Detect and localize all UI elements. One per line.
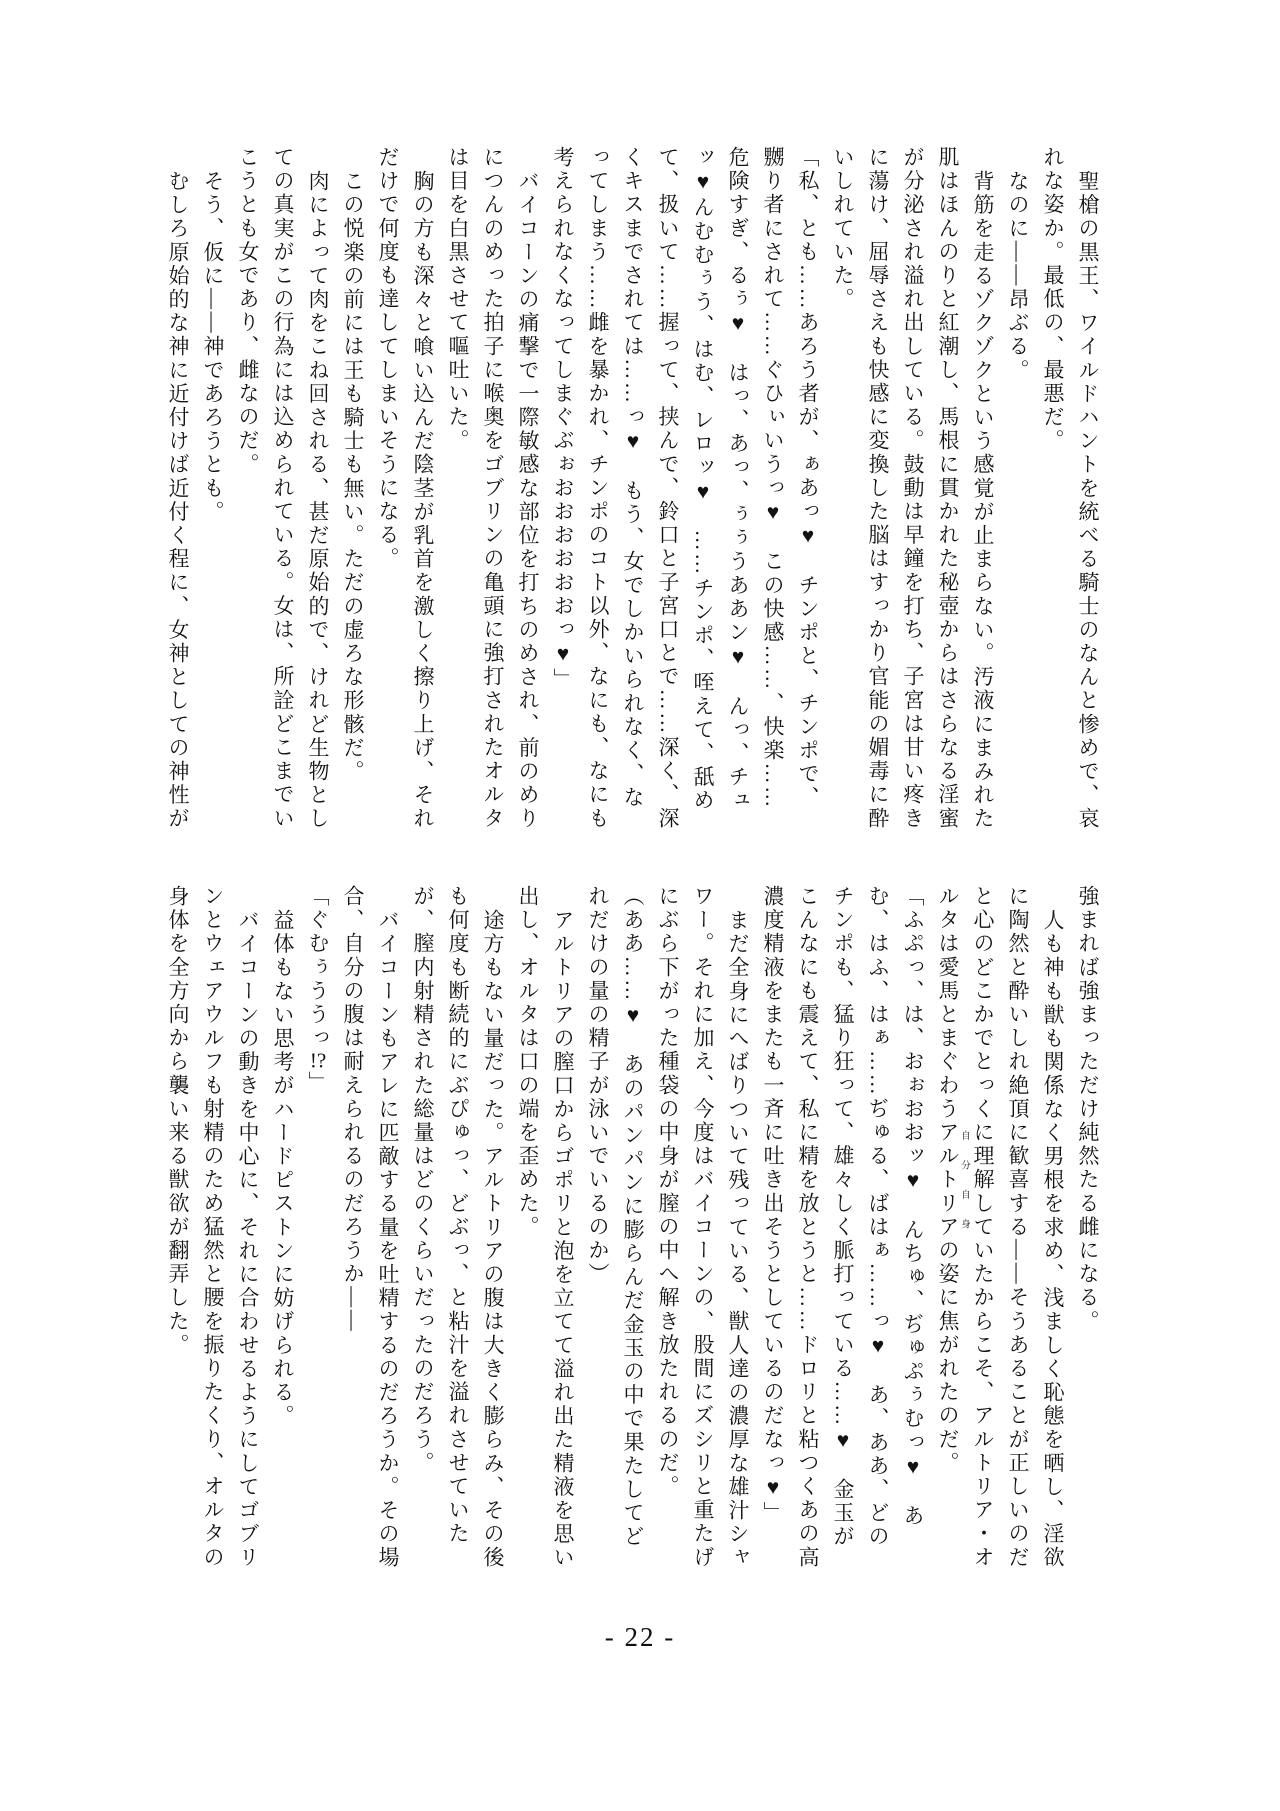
paragraph: 背筋を走るゾクゾクという感覚が止まらない。汚液にまみれた肌はほんのりと紅潮し、馬根に貫かれた秘壺からはさらなる淫蜜が分泌され溢れ出している。鼓動は早鐘を打ち、子宮は甘い疼きに蕩け、屈辱さえも快感に変換した脳はすっかり官能の媚毒に酔いしれていた。 [831,146,995,831]
paragraph-continuation: 強まれば強まっただけ純然たる雌になる。 [1076,885,1100,1334]
paragraph: 胸の方も深々と喰い込んだ陰茎が乳首を激しく擦り上げ、それだけで何度も達してしまいそうになる。 [376,146,435,831]
paragraph-dialogue-tcy [300,885,335,1571]
paragraph-with-ruby [930,885,1070,1571]
page-number: - 22 - [604,1622,676,1652]
tate-chu-yoko: !? [309,1050,327,1072]
paragraph-thought: （ああ……♥ あのパンパンに膨らんだ金玉の中で果たしてどれだけの量の精子が泳いでいるのか） [586,885,645,1549]
paragraph-text: 」 [306,1071,330,1095]
paragraph: まだ全身にへばりついて残っている、獣人達の濃厚な雄汁シャワー。それに加え、今度はバイコーンの、股間にズシリと重たげにぶら下がった種袋の中身が膣の中へ解き放たれるのだ。 [656,885,750,1570]
paragraph: バイコーンの痛撃で一際敏感な部位を打ちのめされ、前のめりにつんのめった拍子に喉奥をゴブリンの亀頭に強打されたオルタは目を白黒させて嘔吐いた。 [446,146,540,831]
paragraph-text: 人も神も獣も関係なく男根を求め、浅ましく恥態を晒し、淫欲に陶然と酔いしれ絶頂に歓喜する——そうあることが正しいのだと心のどこかでとっくに理解していたからこそ、アルトリア・オルタは愛馬とまぐわう [936,885,1065,1570]
paragraph: 聖槍の黒王、ワイルドハントを統べる騎士のなんと惨めで、哀れな姿か。最低の、最悪だ。 [1041,146,1100,831]
paragraph: この悦楽の前には王も騎士も無い。ただの虚ろな形骸だ。 [341,169,365,784]
paragraph: バイコーンの動きを中心に、それに合わせるようにしてゴブリンとウェアウルフも射精のため猛然と腰を振りたくり、オルタの身体を全方向から襲い来る獣欲が翻弄した。 [166,885,260,1570]
paragraph-dialogue: 「ふぷっ、は、おぉおおッ♥ んちゅ、ぢゅぷぅむっ♥ あむ、はふ、はぁ……ぢゅる、ばはぁ……っ♥ あ、ああ、どのチンポも、猛り狂って、雄々しく脈打っている……♥ 金玉がこんなにも震えて、私に精を放とうと……ドロリと粘つくあの高濃度精液をまたも一斉に吐き出そうとしているのだなっ♥」 [761,885,925,1570]
ruby-base: アルトリア [936,1121,960,1239]
text-band-bottom [159,885,1105,1571]
ruby-annotation [936,1121,969,1239]
paragraph-dialogue: 「私、とも……あろう者が、ぁあっ♥ チンポと、チンポで、嬲り者にされて……ぐひぃいうっ♥ この快感……、快楽……危険すぎ、るぅ♥ はっ、あっ、ぅぅうああン♥ んっ、チュッ♥んむむぅう、はむ、レロッ♥ ……チンポ、咥えて、舐めて、扱いて……握って、挟んで、鈴口と子宮口とで……深く、深くキスまでされては……っ♥ もう、女でしかいられなく、なってしまう……雌を暴かれ、チンポのコト以外、なにも、なにも考えられなくなってしまぐぶぉおおおおおおっ♥」 [551,146,820,831]
paragraph: 途方もない量だった。アルトリアの腹は大きく膨らみ、その後も何度も断続的にぶぴゅっ、どぶっ、と粘汁を溢れさせていたが、膣内射精された総量はどのくらいだったのだろう。 [411,885,505,1570]
ruby-text: 自分自身 [959,1121,969,1239]
paragraph: 肉によって肉をこね回される、甚だ原始的で、けれど生物としての真実がこの行為には込められている。女は、所詮どこまでいこうとも女であり、雌なのだ。 [236,146,330,831]
paragraph: アルトリアの膣口からゴポリと泡を立てて溢れ出た精液を思い出し、オルタは口の端を歪めた。 [516,885,575,1570]
paragraph-text: 「ぐむぅううっ [306,885,330,1051]
paragraph-text: の姿に焦がれたのだ。 [936,1239,960,1475]
paragraph: むしろ原始的な神に近付けば近付く程に、女神としての神性が [166,169,190,831]
text-band-top [159,146,1105,832]
paragraph: バイコーンもアレに匹敵する量を吐精するのだろうか。その場合、自分の腹は耐えられるのだろうか—— [341,885,400,1570]
paragraph: そう、仮に——神であろうとも。 [201,169,225,524]
paragraph: なのに——昂ぶる。 [1006,169,1030,382]
paragraph: 益体もない思考がハードピストンに妨げられる。 [271,908,295,1428]
